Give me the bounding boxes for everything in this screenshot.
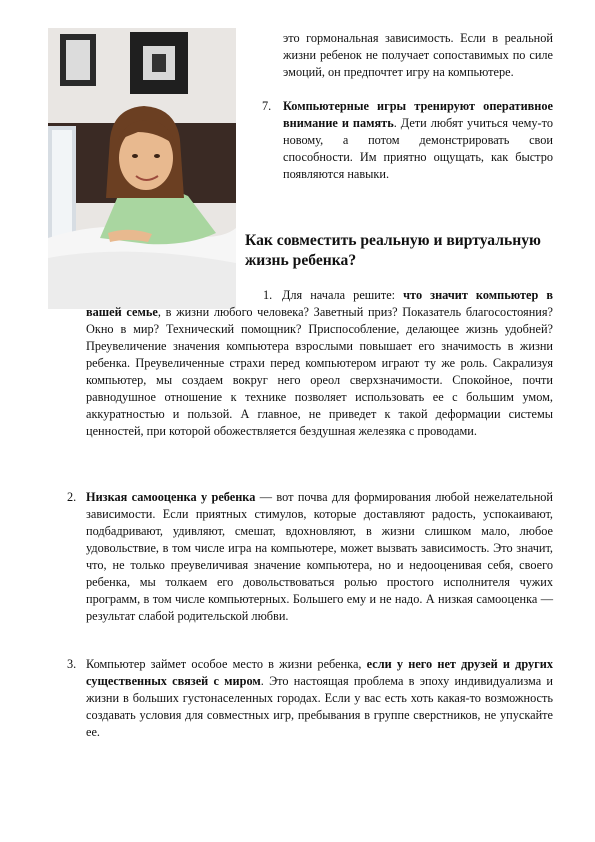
item3-paragraph — [86, 656, 553, 741]
item7-number: 7. — [262, 99, 272, 113]
item2-text: — вот почва для формирования любой нежелательной зависимости. Если приятных стимулов, которые доставляют радость, успокаивают, подбадривают, удивляют, смешат, вдохновляют, в жизни слишком мало, любое удовольствие, в том числе игра на компьютере, может вызвать зависимость. Это значит, что, не только преувеличивая значение компьютера, но и недооценивая себя, своего ребенка, мы толкаем его довольствоваться ролью простого исполнителя чужих программ, в том числе компьютерных. Большего ему и не надо. А низкая самооценка — результат слабой родительской любви. — [86, 490, 553, 623]
item1-bold: что значит компьютер в вашей семье — [86, 288, 553, 319]
item1-paragraph — [86, 287, 553, 440]
item2-paragraph — [86, 489, 553, 625]
girl-computer-photo — [48, 28, 236, 309]
item3-number: 3. — [67, 657, 77, 671]
item6-continuation: это гормональная зависимость. Если в реальной жизни ребенок не получает сопоставимых по силе эмоций, он предпочтет игру на компьютере. — [283, 31, 553, 79]
item2-bold: Низкая самооценка у ребенка — [86, 490, 256, 504]
item3-bold: если у него нет друзей и других существенных связей с миром — [86, 657, 553, 688]
item7-bold: Компьютерные игры тренируют оперативное внимание и память — [283, 99, 553, 130]
section-heading: Как совместить реальную и виртуальную жизнь ребенка? — [245, 232, 541, 269]
item1-text: , в жизни любого человека? Заветный приз? Показатель благосостояния? Окно в мир? Технический помощник? Приспособление, делающее жизнь удобней? Преувеличение значения компьютера взрослыми повышает его значимость в жизни ребенка. Преувеличенные страхи перед компьютером играют ту же роль. Сакрализуя компьютер, мы создаем вокруг него ореол сверхзначимости. Спокойное, почти равнодушное отношение к технике позволяет использовать ее с большим умом, аккуратностью и пользой. А главное, не приведет к такой деформации системы ценностей, при которой обожествляется бездушная железяка с проводами. — [86, 305, 553, 438]
item7-text: . Дети любят учиться чему-то новому, а потом демонстрировать свои способности. Им приятно ощущать, как быстро появляются навыки. — [283, 116, 554, 181]
item3-text: . Это настоящая проблема в эпоху индивидуализма и жизни в больших густонаселенных городах. Если у вас есть хоть какая-то возможность создавать условия для совместных игр, пребывания в группе сверстников, не упускайте ее. — [86, 674, 554, 739]
item1-lead: Для начала решите: — [282, 288, 404, 302]
item7-paragraph — [283, 98, 553, 183]
item2-number: 2. — [67, 490, 77, 504]
item3-lead: Компьютер займет особое место в жизни ребенка, — [86, 657, 367, 671]
photo-illustration — [48, 28, 236, 309]
item1-number: 1. — [263, 288, 273, 302]
